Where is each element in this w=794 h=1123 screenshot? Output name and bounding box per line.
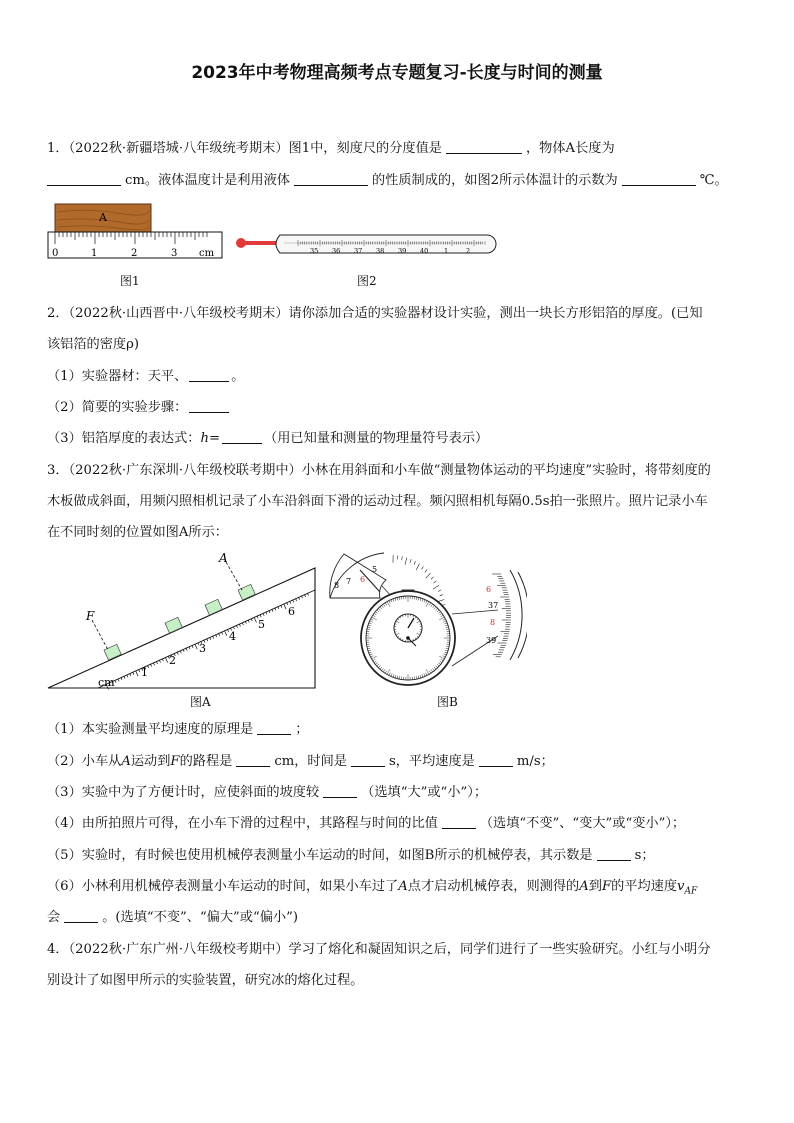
q3-sub-3 [47, 783, 487, 803]
thermo-label: 36 [332, 247, 341, 255]
figure-1-ruler [47, 198, 227, 264]
figure-b-stopwatch [322, 550, 527, 690]
sub-zoom-tick [425, 570, 427, 573]
q1-blank-temperature[interactable] [622, 172, 696, 186]
thermo-label: 39 [398, 247, 407, 255]
q3-blank-ratio[interactable] [442, 815, 476, 829]
figure-a-incline [46, 548, 322, 694]
label-F: F [86, 609, 95, 623]
incline-unit: cm [98, 676, 115, 689]
ruler-label-1: 1 [91, 248, 98, 259]
q3-blank-distance[interactable] [236, 753, 270, 767]
q2-text: （用已知量和测量的物理量符号表示） [264, 431, 489, 446]
incline-label-1: 1 [141, 666, 148, 679]
q3-text: （2）小车从 [47, 754, 122, 769]
sub-zoom-label: 6 [360, 575, 366, 584]
figure-2-thermometer [232, 228, 500, 262]
thermo-label: 35 [310, 247, 319, 255]
sub-zoom-label: 7 [346, 577, 352, 586]
q2-symbol-h: h [200, 431, 209, 446]
sub-zoom-tick [414, 561, 415, 564]
incline-label-2: 2 [169, 654, 176, 667]
thermo-label: 40 [420, 247, 429, 255]
q3-text: ； [295, 722, 309, 737]
q1-text: cm。液体温度计是利用液体 [125, 173, 290, 188]
sub-zoom-tick [431, 577, 434, 579]
q3-line-3: 在不同时刻的位置如图A所示： [47, 525, 228, 540]
thermo-label: 38 [376, 247, 385, 255]
sub-zoom-label: 5 [372, 565, 378, 574]
q3-text: （5）实验时，有时候也使用机械停表测量小车运动的时间，如图B所示的机械停表，其示数是 [47, 848, 593, 863]
q1-blank-division[interactable] [446, 140, 522, 154]
q2-sub-1 [47, 367, 244, 387]
q3-sub-4 [47, 814, 685, 834]
sub-zoom-tick [433, 585, 439, 589]
q3-text: （选填“不变”、“变大”或“变小”）； [479, 816, 686, 831]
incline-label-6: 6 [288, 605, 295, 618]
q3-sub-6 [47, 877, 697, 902]
q3-text: 。(选填“不变”、“偏大”或“偏小”) [102, 910, 298, 925]
q2-text: = [208, 431, 221, 446]
q3-blank-stopwatch[interactable] [597, 847, 631, 861]
q3-text: cm，时间是 [274, 754, 347, 769]
q3-text: 运动到 [130, 754, 171, 769]
zoom-label: 39 [486, 636, 497, 645]
q4-line-2: 别设计了如图甲所示的实验装置，研究冰的熔化过程。 [47, 973, 364, 988]
q3-symbol-v-subscript: AF [684, 886, 698, 897]
q3-symbol-A: A [398, 879, 408, 894]
q2-line-2: 该铝箔的密度ρ) [47, 337, 140, 352]
q1-line-2 [47, 171, 728, 191]
q3-symbol-v: v [677, 879, 685, 894]
q3-blank-principle[interactable] [257, 721, 291, 735]
q3-symbol-A: A [579, 879, 589, 894]
q2-text: 。 [231, 369, 245, 384]
incline-label-4: 4 [229, 630, 236, 643]
sub-zoom-tick [405, 557, 407, 564]
zoom-label: 37 [488, 601, 499, 610]
ruler-label-0: 0 [52, 248, 59, 259]
incline-label-5: 5 [258, 618, 265, 631]
q3-text: 点才启动机械停表，则测得的 [407, 879, 580, 894]
sub-zoom-tick [421, 566, 423, 569]
q3-text: s，平均速度是 [388, 754, 475, 769]
sub-dial-zoom [330, 553, 384, 598]
sub-zoom-tick [402, 556, 403, 560]
q3-text: 到 [588, 879, 602, 894]
q3-text: 会 [47, 910, 61, 925]
sub-zoom-tick [426, 573, 431, 578]
q2-sub-2 [47, 398, 231, 418]
sub-zoom-tick [438, 590, 441, 592]
q3-text: m/s； [516, 754, 554, 769]
q1-line-1 [47, 139, 615, 159]
q3-text: （6）小林利用机械停表测量小车运动的时间，如果小车过了 [47, 879, 399, 894]
q2-line-1: 2．（2022秋·山西晋中·八年级校考期末）请你添加合适的实验器材设计实验，测出一块长方形铝箔的厚度。(已知 [47, 306, 703, 321]
q3-text: 的路程是 [179, 754, 233, 769]
q3-blank-speed[interactable] [479, 753, 513, 767]
q2-blank-steps[interactable] [189, 399, 229, 413]
main-dial-zoom [510, 570, 522, 660]
q3-blank-bias[interactable] [64, 909, 98, 923]
incline-label-3: 3 [199, 642, 206, 655]
q1-text: ℃。 [699, 173, 728, 188]
thermo-label: 37 [354, 247, 363, 255]
q2-text: （2）简要的实验步骤： [47, 400, 188, 415]
figure-2-caption: 图2 [357, 274, 377, 288]
sub-zoom-label: 8 [334, 581, 340, 590]
thermo-label: 1 [444, 247, 449, 255]
block-label: A [99, 211, 107, 224]
q3-symbol-F: F [170, 754, 180, 769]
label-A: A [219, 551, 228, 565]
zoom-label: 6 [486, 585, 492, 594]
q1-text: 的性质制成的，如图2所示体温计的示数为 [371, 173, 618, 188]
ruler-unit: cm [199, 248, 215, 259]
q2-sub-3 [47, 429, 488, 449]
ruler-label-3: 3 [171, 248, 178, 259]
q3-sub-2 [47, 752, 554, 772]
q3-blank-slope[interactable] [323, 784, 357, 798]
q3-text: 的平均速度 [611, 879, 678, 894]
q2-blank-expression[interactable] [222, 430, 262, 444]
q2-text: （3）铝箔厚度的表达式： [47, 431, 201, 446]
q1-text: 1．（2022秋·新疆塔城·八年级统考期末）图1中，刻度尺的分度值是 [47, 141, 442, 156]
q3-text: s； [634, 848, 655, 863]
q3-line-1: 3．（2022秋·广东深圳·八年级校联考期中）小林在用斜面和小车做“测量物体运动的平均速度”实验时，将带刻度的 [47, 463, 711, 478]
sub-zoom-tick [416, 564, 419, 571]
q3-sub-7 [47, 908, 298, 928]
q1-blank-length[interactable] [47, 172, 121, 186]
q1-text: ，物体A长度为 [526, 141, 615, 156]
zoom-label: 8 [490, 618, 496, 627]
q3-text: （4）由所拍照片可得，在小车下滑的过程中，其路程与时间的比值 [47, 816, 438, 831]
q2-blank-equipment[interactable] [189, 368, 229, 382]
q4-line-1: 4．（2022秋·广东广州·八年级校考期中）学习了熔化和凝固知识之后，同学们进行了一些实验研究。小红与小明分 [47, 942, 711, 957]
sub-zoom-tick [438, 599, 445, 601]
q3-symbol-A: A [121, 754, 131, 769]
figure-a-caption: 图A [190, 695, 211, 709]
thermo-label: 2 [466, 247, 471, 255]
q1-blank-property[interactable] [294, 172, 368, 186]
figure-b-caption: 图B [437, 695, 458, 709]
q3-line-2: 木板做成斜面，用频闪照相机记录了小车沿斜面下滑的运动过程。频闪照相机每隔0.5s拍一张照片。照片记录小车 [47, 494, 708, 509]
q3-text: （1）本实验测量平均速度的原理是 [47, 722, 254, 737]
q3-text: （选填“大”或“小”）； [361, 785, 488, 800]
q3-sub-5 [47, 846, 655, 866]
q2-text: （1）实验器材：天平、 [47, 369, 188, 384]
q3-blank-time[interactable] [351, 753, 385, 767]
q3-sub-1 [47, 720, 308, 740]
ruler-label-2: 2 [131, 248, 138, 259]
figure-1-caption: 图1 [120, 274, 140, 288]
sub-zoom-tick [440, 595, 443, 596]
page-title: 2023年中考物理高频考点专题复习-长度与时间的测量 [191, 63, 603, 83]
q3-symbol-F: F [601, 879, 612, 894]
q3-text: （3）实验中为了方便计时，应使斜面的坡度较 [47, 785, 320, 800]
sub-zoom-tick [410, 559, 411, 563]
sub-zoom-tick [434, 581, 437, 583]
